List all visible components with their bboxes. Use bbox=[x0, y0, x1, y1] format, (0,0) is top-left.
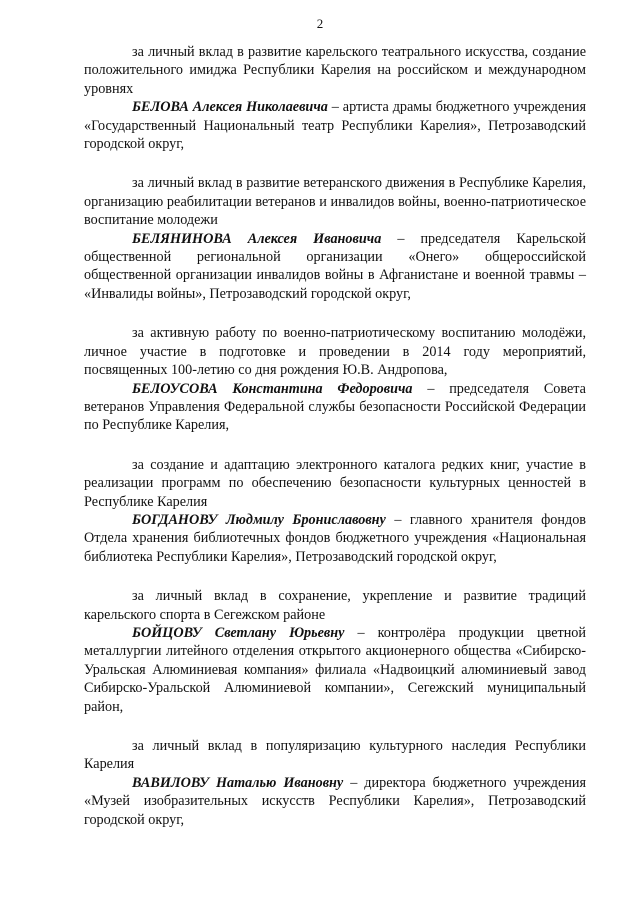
person-description: – главного хранителя фондов Отдела хранения библиотечных фондов бюджетного учреждения «Национальная библиотека Республики Карелия», Петрозаводский городской округ, bbox=[84, 511, 586, 565]
award-reason: за личный вклад в популяризацию культурного наследия Республики Карелия bbox=[84, 738, 586, 773]
person-description: – артиста драмы бюджетного учреждения «Государственный Национальный театр Республики Карелия», Петрозаводский городской округ, bbox=[84, 99, 586, 153]
award-reason: за личный вклад в сохранение, укрепление и развитие традиций карельского спорта в Сегежском районе bbox=[84, 588, 586, 623]
award-entry bbox=[84, 43, 586, 153]
person-paragraph bbox=[84, 624, 586, 716]
award-reason: за создание и адаптацию электронного каталога редких книг, участие в реализации программ по обеспечению безопасности культурных ценностей в Республике Карелия bbox=[84, 456, 586, 510]
award-entry bbox=[84, 456, 586, 566]
award-reason: за активную работу по военно-патриотическому воспитанию молодёжи, личное участие в подготовке и проведении в 2014 году мероприятий, посвященных 100-летию со дня рождения Ю.В. Андропова, bbox=[84, 325, 586, 379]
person-name: ВАВИЛОВУ Наталью Ивановну bbox=[132, 774, 344, 791]
person-description: – председателя Карельской общественной региональной организации «Онего» общероссийской общественной организации инвалидов войны в Афганистане и военной травмы – «Инвалиды войны», Петрозаводский городской округ, bbox=[84, 230, 586, 302]
person-paragraph bbox=[84, 230, 586, 304]
award-entry bbox=[84, 737, 586, 829]
person-name: БЕЛЯНИНОВА Алексея Ивановича bbox=[132, 230, 382, 247]
person-description: – директора бюджетного учреждения «Музей изобразительных искусств Республики Карелия», Петрозаводский городской округ, bbox=[84, 774, 586, 828]
award-entry bbox=[84, 324, 586, 434]
person-name: БЕЛОВА Алексея Николаевича bbox=[132, 99, 328, 116]
page-number: 2 bbox=[316, 16, 324, 31]
award-entry bbox=[84, 587, 586, 716]
person-paragraph bbox=[84, 511, 586, 566]
person-paragraph bbox=[84, 774, 586, 829]
person-name: БОЙЦОВУ Светлану Юрьевну bbox=[132, 624, 345, 641]
person-name: БЕЛОУСОВА Константина Федоровича bbox=[132, 380, 413, 397]
person-name: БОГДАНОВУ Людмилу Брониславовну bbox=[132, 511, 386, 528]
document-body bbox=[84, 43, 586, 829]
person-description: – председателя Совета ветеранов Управления Федеральной службы безопасности Российской Федерации по Республике Карелия, bbox=[84, 380, 586, 434]
award-reason: за личный вклад в развитие карельского театрального искусства, создание положительного имиджа Республики Карелия на российском и международном уровнях bbox=[84, 44, 586, 97]
person-paragraph bbox=[84, 98, 586, 153]
award-entry bbox=[84, 174, 586, 303]
person-paragraph bbox=[84, 380, 586, 435]
award-reason: за личный вклад в развитие ветеранского движения в Республике Карелия, организацию реабилитации ветеранов и инвалидов войны, военно-патриотическое воспитание молодежи bbox=[84, 175, 586, 229]
person-description: – контролёра продукции цветной металлургии литейного отделения открытого акционерного общества «Сибирско-Уральская Алюминиевая компания» филиала «Надвоицкий алюминиевый завод Сибирско-Уральской Алюминиевой компании», Сегежский муниципальный район, bbox=[84, 624, 586, 715]
